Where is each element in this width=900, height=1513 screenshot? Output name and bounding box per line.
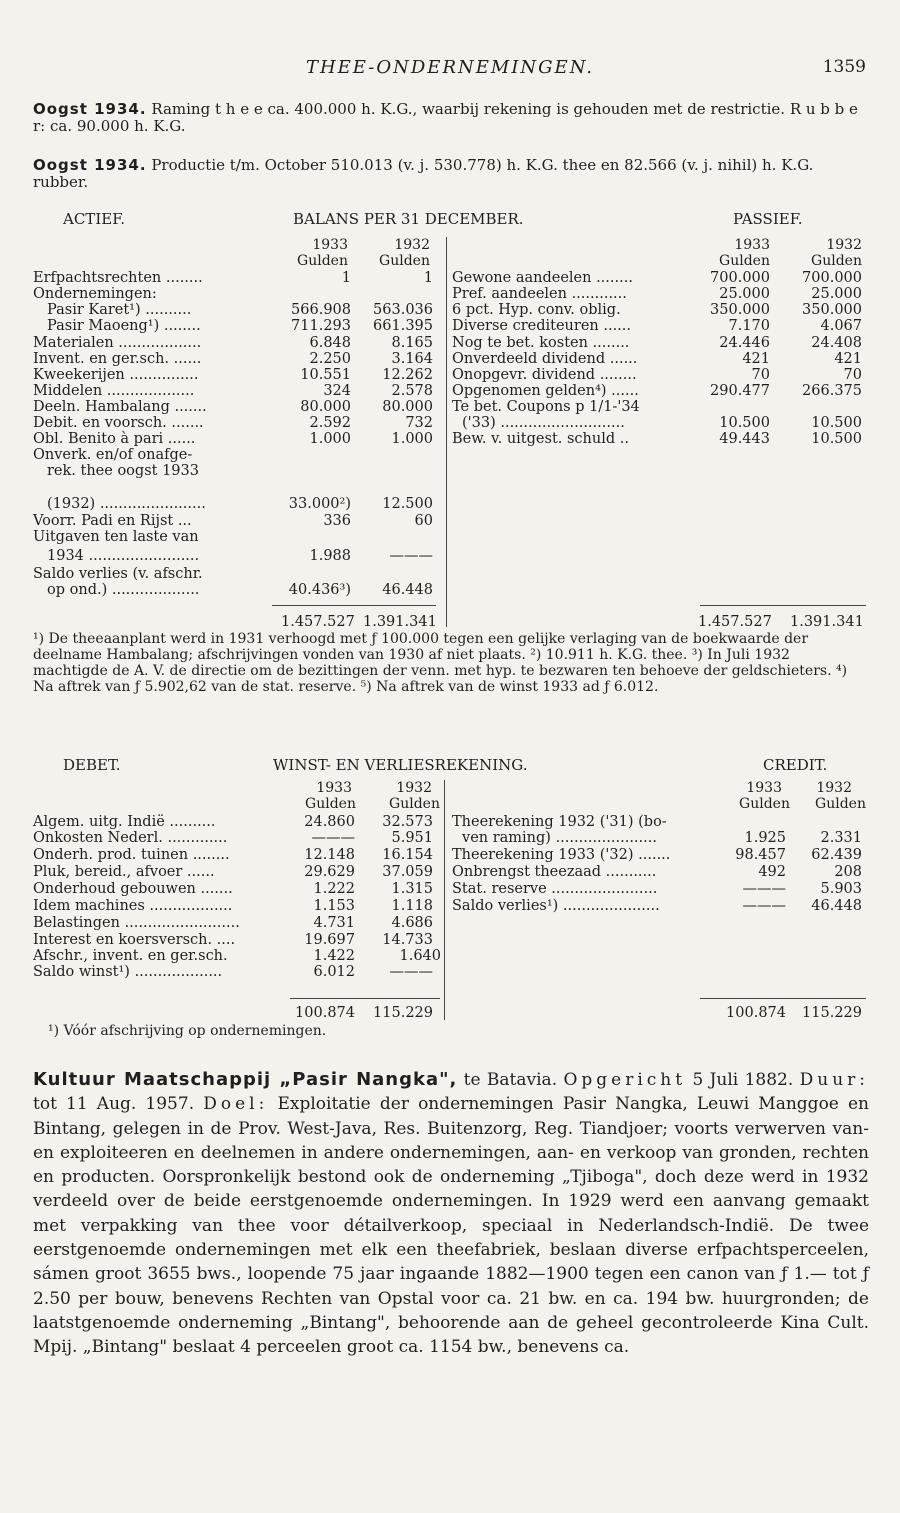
- oogst-production-text: Productie t/m. October 510.013 (v. j. 530.778) h. K.G. thee en 82.566 (v. j. nihil) h. K.G. rubber.: [33, 156, 814, 191]
- balans-divider: [446, 237, 447, 627]
- opgericht-label: Opgericht: [563, 1070, 687, 1090]
- oogst-production-paragraph: [33, 157, 869, 191]
- page-title: THEE-ONDERNEMINGEN.: [305, 57, 595, 78]
- balans-right-unit-1: Gulden: [719, 253, 770, 269]
- winst-right-year-2: 1932: [816, 780, 852, 796]
- balans-column-headers: [0, 237, 900, 271]
- winst-divider: [444, 780, 445, 1020]
- table-row: Onderhoud gebouwen ....... 1.222 1.315: [33, 881, 433, 897]
- table-row: Onbrengst theezaad ........... 492 208: [452, 864, 862, 880]
- table-row: 1934 ........................ 1.988 ———: [47, 548, 433, 564]
- balans-right-year-1: 1933: [734, 237, 770, 253]
- winst-right-unit-2: Gulden: [815, 796, 866, 812]
- balans-right-total: 1.457.527 1.391.341: [698, 614, 864, 630]
- table-row: Voorr. Padi en Rijst ... 336 60: [33, 513, 433, 529]
- table-row: rek. thee oogst 1933: [47, 463, 199, 479]
- table-row: Materialen .................. 6.848 8.165: [33, 335, 433, 351]
- table-row: Belastingen ......................... 4.731 4.686: [33, 915, 433, 931]
- table-row: Middelen ................... 324 2.578: [33, 383, 433, 399]
- balans-left-total: 1.457.527 1.391.341: [281, 614, 437, 630]
- oogst-estimate-paragraph: [33, 101, 869, 135]
- table-row: Saldo verlies¹) ..................... ——— 46.448: [452, 898, 862, 914]
- table-row: Saldo verlies (v. afschr.: [33, 566, 203, 582]
- winst-left-unit-1: Gulden: [305, 796, 356, 812]
- table-row: Diverse crediteuren ...... 7.170 4.067: [452, 318, 862, 334]
- debet-heading: DEBET.: [63, 756, 121, 774]
- table-row: Saldo winst¹) ................... 6.012 ———: [33, 964, 433, 980]
- winst-left-unit-2: Gulden: [389, 796, 440, 812]
- oogst-lead: Oogst 1934.: [33, 156, 147, 174]
- winst-left-year-1: 1933: [316, 780, 352, 796]
- winst-footnote: ¹) Vóór afschrijving op ondernemingen.: [48, 1023, 327, 1039]
- table-row: Invent. en ger.sch. ...... 2.250 3.164: [33, 351, 433, 367]
- table-row: Theerekening 1933 ('32) ....... 98.457 62.439: [452, 847, 862, 863]
- table-row: Pluk, bereid., afvoer ...... 29.629 37.059: [33, 864, 433, 880]
- table-row: Erfpachtsrechten ........ 1 1: [33, 270, 433, 286]
- table-row: Gewone aandeelen ........ 700.000 700.000: [452, 270, 862, 286]
- running-header: [0, 57, 900, 81]
- balans-right-unit-2: Gulden: [811, 253, 862, 269]
- table-row: Uitgaven ten laste van: [33, 529, 199, 545]
- table-row: ('33) ........................... 10.500 10.500: [462, 415, 862, 431]
- winst-title: WINST- EN VERLIESREKENING.: [273, 756, 528, 774]
- table-row: Idem machines .................. 1.153 1.118: [33, 898, 433, 914]
- oogst-estimate-text: Raming t h e e ca. 400.000 h. K.G., waarbij rekening is gehouden met de restrictie. R u b b e r: ca. 90.000 h. K.G.: [33, 100, 858, 135]
- table-row: Nog te bet. kosten ........ 24.446 24.408: [452, 335, 862, 351]
- table-row: Opgenomen gelden⁴) ...... 290.477 266.375: [452, 383, 862, 399]
- table-row: (1932) ....................... 33.000²) 12.500: [47, 496, 433, 512]
- balans-right-year-2: 1932: [826, 237, 862, 253]
- table-row: Algem. uitg. Indië .......... 24.860 32.573: [33, 814, 433, 830]
- table-row: Onopgevr. dividend ........ 70 70: [452, 367, 862, 383]
- winst-right-total: 100.874 115.229: [726, 1005, 862, 1021]
- winst-left-total: 100.874 115.229: [295, 1005, 433, 1021]
- oogst-lead: Oogst 1934.: [33, 100, 147, 118]
- table-row: Afschr., invent. en ger.sch. 1.422 1.640: [33, 948, 441, 964]
- balans-footnotes: ¹) De theeaanplant werd in 1931 verhoogd met ƒ 100.000 tegen een gelijke verlaging van de boekwaarde der deelname Hambalang; afschrijvingen vonden van 1930 af niet plaats. ²) 10.911 h. K.G. thee. ³) In Juli 1932 machtigde de A. V. de directie om de bezittingen der venn. met hyp. te bezwaren ten behoeve der geldschieters. ⁴) Na aftrek van ƒ 5.902,62 van de stat. reserve. ⁵) Na aftrek van de winst 1933 ad ƒ 6.012.: [33, 631, 848, 695]
- table-row: Onkosten Nederl. ............. ——— 5.951: [33, 830, 433, 846]
- credit-heading: CREDIT.: [763, 756, 828, 774]
- table-row: Kweekerijen ............... 10.551 12.262: [33, 367, 433, 383]
- table-row: Te bet. Coupons p 1/1-'34: [452, 399, 640, 415]
- duur-label: Duur:: [799, 1070, 870, 1090]
- company-name: Kultuur Maatschappij „Pasir Nangka",: [33, 1069, 458, 1090]
- company-description: Kultuur Maatschappij „Pasir Nangka", te Batavia. Opgericht 5 Juli 1882. Duur: tot 11 Aug. 1957. Doel: Exploitatie der ondernemingen Pasir Nangka, Leuwi Manggoe en Bintang, gelegen in de Prov. West-Java, Res. Buitenzorg, Reg. Tiandjoer; voorts verwerven van- en exploiteeren en deelnemen in andere ondernemingen, aan- en verkoop van gronden, rechten en producten. Oorspronkelijk bestond ook de onderneming „Tjiboga", doch deze werd in 1932 verdeeld over de beide eerstgenoemde ondernemingen. In 1929 werd een aanvang gemaakt met verpakking van thee voor détailverkoop, speciaal in Nederlandsch-Indië. De twee eerstgenoemde ondernemingen met elk een theefabriek, beslaan diverse erfpachtsperceelen, sámen groot 3655 bws., loopende 75 jaar ingaande 1882—1900 tegen een canon van ƒ 1.— tot ƒ 2.50 per bouw, benevens Rechten van Opstal voor ca. 21 bw. en ca. 194 bw. huurgronden; de laatstgenoemde onderneming „Bintang", behoorende aan de geheel gecontroleerde Kina Cult. Mpij. „Bintang" beslaat 4 perceelen groot ca. 1154 bw., benevens ca.: [33, 1069, 870, 1358]
- table-row: Bew. v. uitgest. schuld .. 49.443 10.500: [452, 431, 862, 447]
- balans-left-year-1: 1933: [312, 237, 348, 253]
- winst-right-unit-1: Gulden: [739, 796, 790, 812]
- table-row: ven raming) ...................... 1.925 2.331: [462, 830, 862, 846]
- table-row: Stat. reserve ....................... ——— 5.903: [452, 881, 862, 897]
- winst-right-year-1: 1933: [746, 780, 782, 796]
- table-row: op ond.) ................... 40.436³) 46.448: [47, 582, 433, 598]
- balans-title: BALANS PER 31 DECEMBER.: [293, 210, 524, 228]
- balans-left-unit-1: Gulden: [297, 253, 348, 269]
- balans-left-total-rule: [272, 605, 436, 606]
- table-row: Deeln. Hambalang ....... 80.000 80.000: [33, 399, 433, 415]
- balans-right-total-rule: [700, 605, 866, 606]
- actief-heading: ACTIEF.: [63, 210, 126, 228]
- table-row: Interest en koersversch. .... 19.697 14.733: [33, 932, 433, 948]
- table-row: Onverk. en/of onafge-: [33, 447, 193, 463]
- table-row: Onderh. prod. tuinen ........ 12.148 16.154: [33, 847, 433, 863]
- table-row: Ondernemingen:: [33, 286, 157, 302]
- winst-column-headers: [0, 780, 900, 814]
- passief-heading: PASSIEF.: [733, 210, 803, 228]
- winst-left-total-rule: [290, 998, 440, 999]
- doel-label: Doel:: [203, 1094, 269, 1115]
- winst-left-year-2: 1932: [396, 780, 432, 796]
- table-row: Theerekening 1932 ('31) (bo-: [452, 814, 667, 830]
- balans-left-year-2: 1932: [394, 237, 430, 253]
- page-number: 1359: [822, 57, 866, 77]
- balans-left-unit-2: Gulden: [379, 253, 430, 269]
- table-row: 6 pct. Hyp. conv. oblig. 350.000 350.000: [452, 302, 862, 318]
- table-row: Onverdeeld dividend ...... 421 421: [452, 351, 862, 367]
- table-row: Pref. aandeelen ............ 25.000 25.000: [452, 286, 862, 302]
- table-row: Pasir Maoeng¹) ........ 711.293 661.395: [47, 318, 433, 334]
- winst-right-total-rule: [700, 998, 866, 999]
- table-row: Pasir Karet¹) .......... 566.908 563.036: [47, 302, 433, 318]
- table-row: Obl. Benito à pari ...... 1.000 1.000: [33, 431, 433, 447]
- table-row: Debit. en voorsch. ....... 2.592 732: [33, 415, 433, 431]
